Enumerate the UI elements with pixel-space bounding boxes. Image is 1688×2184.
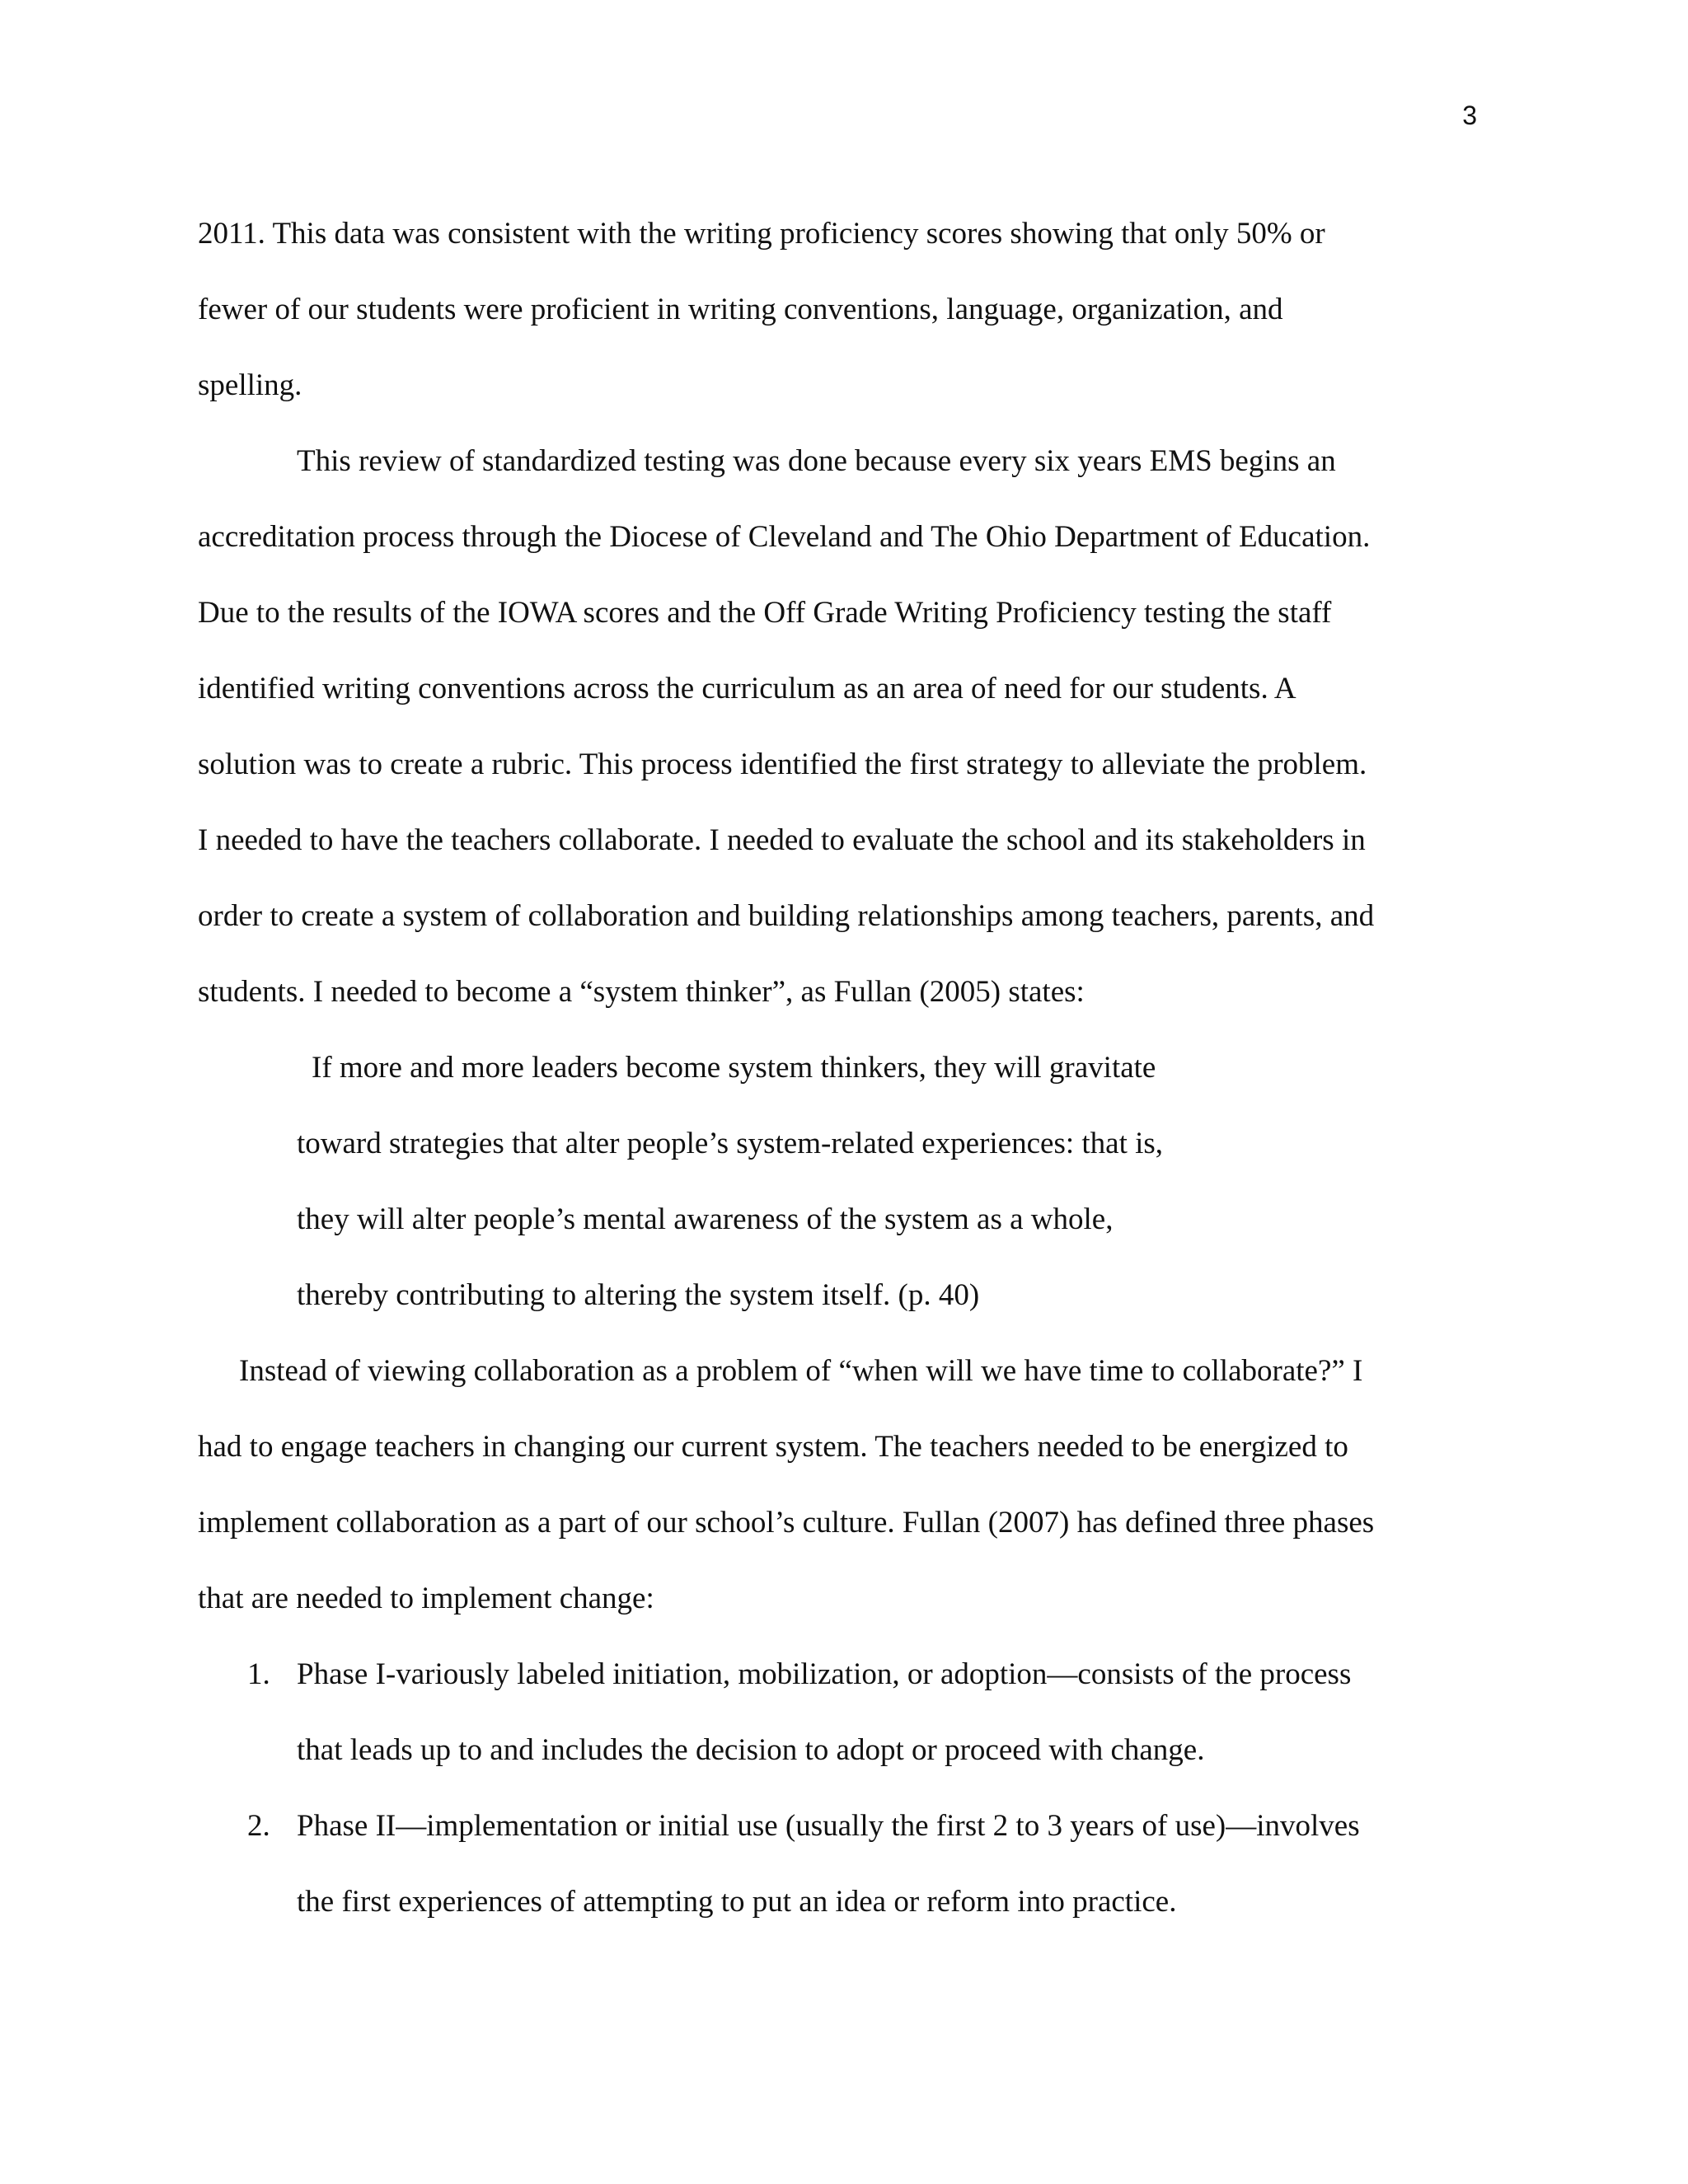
quote-line: If more and more leaders become system thinkers, they will gravitate xyxy=(312,1051,1156,1085)
list-item-line: the first experiences of attempting to put an idea or reform into practice. xyxy=(297,1885,1177,1919)
text-line: Due to the results of the IOWA scores and the Off Grade Writing Proficiency testing the staff xyxy=(198,596,1332,630)
quote-line: toward strategies that alter people’s system-related experiences: that is, xyxy=(297,1127,1164,1160)
text-line: spelling. xyxy=(198,368,302,402)
text-line: identified writing conventions across the curriculum as an area of need for our students. A xyxy=(198,672,1296,705)
text-line: that are needed to implement change: xyxy=(198,1582,654,1615)
paragraph-standardized-testing xyxy=(198,424,1484,1030)
list-number: 1. xyxy=(247,1657,270,1691)
page-number: 3 xyxy=(1462,101,1477,130)
list-item-line: that leads up to and includes the decision to adopt or proceed with change. xyxy=(297,1733,1205,1767)
text-line: 2011. This data was consistent with the writing proficiency scores showing that only 50% or xyxy=(198,217,1325,251)
numbered-list xyxy=(198,1637,1484,1940)
text-line: I needed to have the teachers collaborate. I needed to evaluate the school and its stakeholders in xyxy=(198,823,1366,857)
quote-line: they will alter people’s mental awareness of the system as a whole, xyxy=(297,1202,1114,1236)
text-line: This review of standardized testing was done because every six years EMS begins an xyxy=(297,444,1336,478)
paragraph-collaboration xyxy=(198,1333,1484,1637)
list-number: 2. xyxy=(247,1809,270,1843)
document-body xyxy=(198,196,1484,1940)
paragraph-continuation xyxy=(198,196,1484,424)
text-line: solution was to create a rubric. This process identified the first strategy to alleviate the problem. xyxy=(198,748,1367,781)
quote-line: thereby contributing to altering the system itself. (p. 40) xyxy=(297,1278,980,1312)
list-item-line xyxy=(198,1788,1484,1864)
block-quote xyxy=(198,1030,1484,1333)
list-item xyxy=(198,1788,1484,1940)
list-item-text: Phase II—implementation or initial use (usually the first 2 to 3 years of use)—involves xyxy=(297,1809,1360,1843)
text-line: order to create a system of collaboration and building relationships among teachers, parents, and xyxy=(198,899,1375,933)
text-line: accreditation process through the Diocese of Cleveland and The Ohio Department of Education. xyxy=(198,520,1371,554)
text-line: had to engage teachers in changing our current system. The teachers needed to be energized to xyxy=(198,1430,1348,1464)
list-item xyxy=(198,1637,1484,1788)
text-line: implement collaboration as a part of our school’s culture. Fullan (2007) has defined three phases xyxy=(198,1506,1375,1540)
text-line: fewer of our students were proficient in writing conventions, language, organization, and xyxy=(198,293,1283,326)
list-item-line xyxy=(198,1637,1484,1713)
list-item-text: Phase I-variously labeled initiation, mobilization, or adoption—consists of the process xyxy=(297,1657,1352,1691)
text-line: Instead of viewing collaboration as a problem of “when will we have time to collaborate?” I xyxy=(239,1354,1363,1388)
text-line: students. I needed to become a “system thinker”, as Fullan (2005) states: xyxy=(198,975,1085,1009)
